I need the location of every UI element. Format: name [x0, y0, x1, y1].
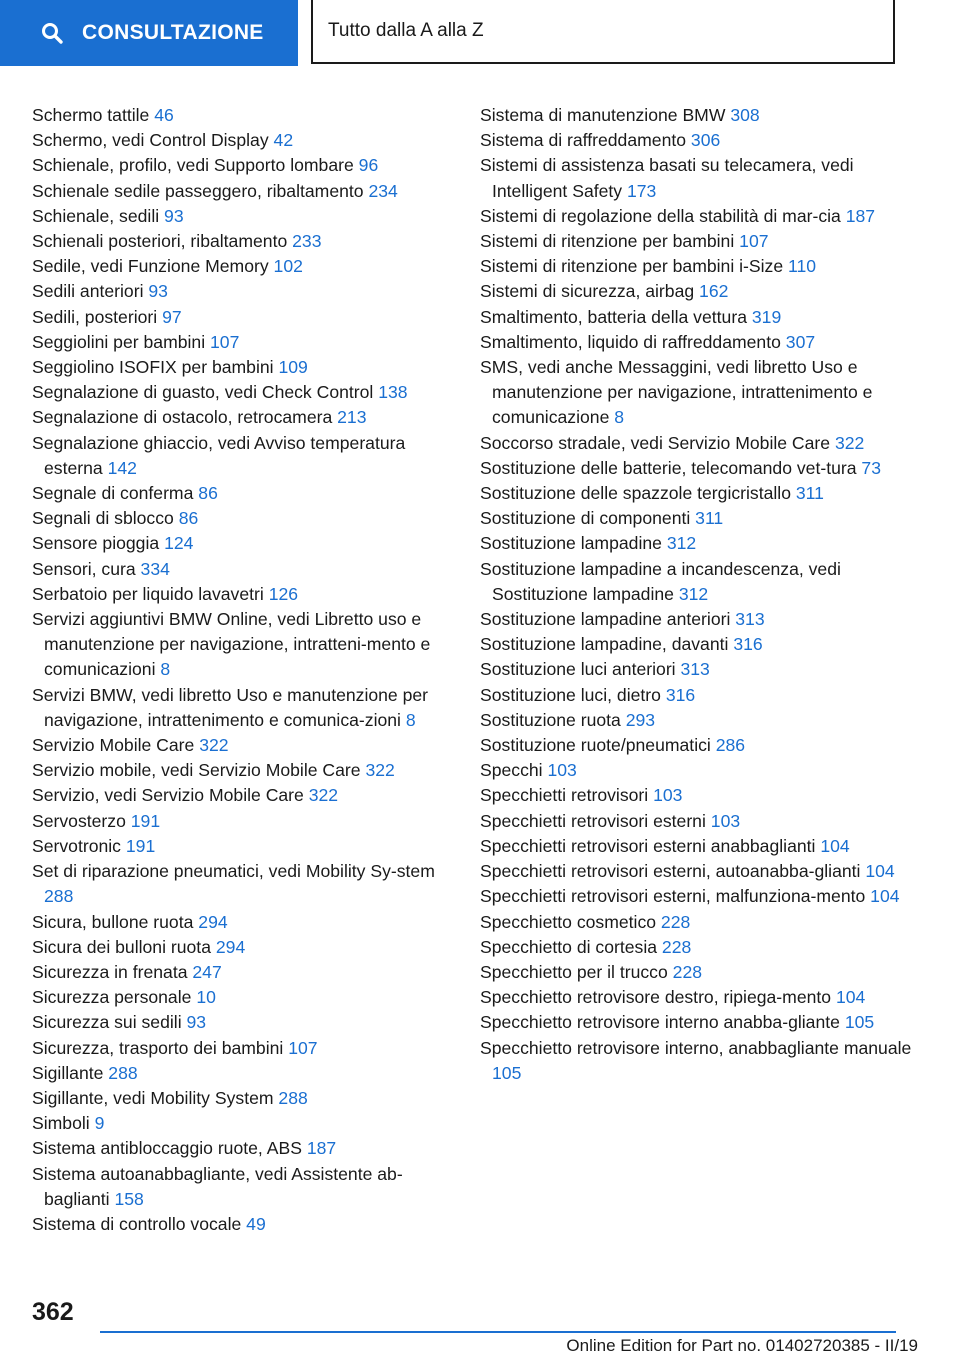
entry-term: Schermo, vedi Control Display [32, 130, 269, 151]
index-entry [480, 960, 920, 985]
page-link[interactable]: 228 [672, 961, 703, 982]
index-entry [480, 557, 920, 607]
tab-consultazione-label: CONSULTAZIONE [82, 21, 264, 44]
entry-term: Schienale sedile passeggero, ribaltamento [32, 180, 364, 201]
entry-term: Specchietti retrovisori esterni anabbaglianti [480, 835, 816, 856]
index-entry [480, 305, 920, 330]
entry-term: Sostituzione lampadine [480, 533, 662, 554]
page-link[interactable]: 307 [785, 331, 816, 352]
index-entry [480, 859, 920, 884]
entry-term: Specchietto di cortesia [480, 936, 658, 957]
index-entry [480, 935, 920, 960]
tab-current-label: Tutto dalla A alla Z [328, 20, 484, 41]
entry-term: Segnali di sblocco [32, 508, 174, 529]
index-entry [32, 733, 452, 758]
entry-term: Sicura dei bulloni ruota [32, 936, 211, 957]
page-link[interactable]: 8 [614, 407, 625, 428]
index-entry [32, 179, 452, 204]
entry-term: Servizio mobile, vedi Servizio Mobile Care [32, 760, 361, 781]
page-link[interactable]: 247 [192, 961, 222, 982]
index-entry [32, 859, 452, 909]
index-entry [32, 254, 452, 279]
index-entry [32, 153, 452, 178]
page-link[interactable]: 93 [186, 1012, 207, 1033]
page-link[interactable]: 8 [405, 709, 416, 730]
index-column-left [32, 103, 452, 1237]
page-link[interactable]: 107 [288, 1037, 318, 1058]
page-link[interactable]: 233 [292, 231, 322, 252]
page-link[interactable]: 73 [861, 457, 881, 478]
entry-term: Sedili anteriori [32, 281, 144, 302]
entry-term: Segnale di conferma [32, 483, 194, 504]
page-link[interactable]: 104 [870, 886, 900, 907]
page-link[interactable]: 316 [665, 684, 696, 705]
index-entry [32, 1162, 452, 1212]
page-link[interactable]: 109 [278, 357, 308, 378]
index-entry [32, 683, 452, 733]
index-entry [480, 254, 920, 279]
index-entry [480, 1010, 920, 1035]
index-entry [32, 557, 452, 582]
entry-term: Sostituzione lampadine a incandescenza, vedi Sostituzione lampadine [480, 558, 841, 604]
entry-term: Sicurezza sui sedili [32, 1012, 182, 1033]
page-link[interactable]: 187 [306, 1138, 337, 1159]
entry-term: Sensori, cura [32, 558, 136, 579]
page-link[interactable]: 8 [160, 659, 171, 680]
index-entry [32, 1212, 452, 1237]
page-link[interactable]: 138 [378, 382, 408, 403]
index-entry [480, 330, 920, 355]
index-entry [480, 632, 920, 657]
entry-term: Sostituzione ruote/pneumatici [480, 735, 711, 756]
page-link[interactable]: 142 [107, 457, 137, 478]
entry-term: Smaltimento, liquido di raffreddamento [480, 331, 781, 352]
entry-term: Sedile, vedi Funzione Memory [32, 256, 269, 277]
page-link[interactable]: 104 [835, 987, 866, 1008]
page-link[interactable]: 110 [788, 256, 817, 277]
index-column-right [480, 103, 920, 1086]
entry-term: Servizio, vedi Servizio Mobile Care [32, 785, 304, 806]
index-entry [480, 708, 920, 733]
index-entry [32, 1036, 452, 1061]
page-link[interactable]: 191 [125, 835, 156, 856]
entry-term: Segnalazione di guasto, vedi Check Control [32, 382, 374, 403]
index-entry [480, 531, 920, 556]
index-entry [32, 1010, 452, 1035]
entry-term: Sicurezza, trasporto dei bambini [32, 1037, 284, 1058]
entry-term: Segnalazione di ostacolo, retrocamera [32, 407, 333, 428]
index-entry [32, 355, 452, 380]
index-entry [480, 834, 920, 859]
entry-term: SMS, vedi anche Messaggini, vedi libretto Uso e manutenzione per navigazione, intrattenimento e comunicazione [480, 357, 873, 428]
page-link[interactable]: 322 [834, 432, 865, 453]
page-link[interactable]: 228 [660, 911, 691, 932]
index-entry [480, 153, 920, 203]
entry-term: Sistemi di ritenzione per bambini [480, 231, 735, 252]
page-link[interactable]: 107 [739, 231, 769, 252]
page-link[interactable]: 234 [368, 180, 398, 201]
page-link[interactable]: 158 [114, 1188, 144, 1209]
index-entry [480, 204, 920, 229]
entry-term: Simboli [32, 1113, 90, 1134]
page-link[interactable]: 102 [273, 256, 303, 277]
page-link[interactable]: 311 [695, 508, 724, 529]
index-entry [32, 1111, 452, 1136]
page-link[interactable]: 107 [210, 331, 240, 352]
index-entry [32, 809, 452, 834]
page-link[interactable]: 311 [795, 483, 824, 504]
page-link[interactable]: 93 [148, 281, 168, 302]
index-entry [32, 103, 452, 128]
index-entry [32, 330, 452, 355]
entry-term: Sigillante, vedi Mobility System [32, 1087, 274, 1108]
entry-term: Sistemi di ritenzione per bambini i-Size [480, 256, 784, 277]
entry-term: Sistema autoanabbagliante, vedi Assistente ab‐baglianti [32, 1163, 403, 1209]
page-link[interactable]: 308 [730, 105, 760, 125]
entry-term: Sistema di manutenzione BMW [480, 105, 726, 125]
page-link[interactable]: 312 [666, 533, 697, 554]
index-entry [32, 1061, 452, 1086]
index-entry [480, 456, 920, 481]
entry-term: Specchietto retrovisore interno, anabbagliante manuale [480, 1037, 912, 1058]
page-link[interactable]: 334 [140, 558, 170, 579]
entry-term: Sostituzione delle batterie, telecomando vet‐tura [480, 457, 857, 478]
entry-term: Specchietto retrovisore interno anabba‐gliante [480, 1012, 840, 1033]
page-link[interactable]: 213 [337, 407, 367, 428]
tab-consultazione[interactable] [0, 0, 298, 66]
index-entry [32, 229, 452, 254]
entry-term: Sistema di controllo vocale [32, 1213, 242, 1234]
page-number: 362 [32, 1298, 74, 1326]
index-entry [32, 481, 452, 506]
entry-term: Sostituzione ruota [480, 709, 621, 730]
index-entry [32, 279, 452, 304]
entry-term: Servosterzo [32, 810, 126, 831]
page-link[interactable]: 319 [751, 306, 782, 327]
index-entry [480, 783, 920, 808]
entry-term: Sicurezza personale [32, 987, 192, 1008]
page-link[interactable]: 104 [820, 835, 850, 856]
index-entry [32, 985, 452, 1010]
page-link[interactable]: 322 [308, 785, 339, 806]
entry-term: Schienale, profilo, vedi Supporto lombare [32, 155, 354, 176]
index-entry [480, 481, 920, 506]
page-link[interactable]: 124 [164, 533, 194, 554]
page-link[interactable]: 306 [690, 130, 721, 151]
page-link[interactable]: 9 [94, 1113, 105, 1134]
page-link[interactable]: 162 [699, 281, 729, 302]
index-entry [480, 910, 920, 935]
index-entry [480, 431, 920, 456]
page-link[interactable]: 294 [198, 911, 228, 932]
entry-term: Schienali posteriori, ribaltamento [32, 231, 288, 252]
entry-term: Specchietto retrovisore destro, ripiega‐mento [480, 987, 832, 1008]
entry-term: Sostituzione lampadine anteriori [480, 609, 731, 630]
index-entry [32, 405, 452, 430]
entry-term: Sistema di raffreddamento [480, 130, 687, 151]
entry-term: Sistema antibloccaggio ruote, ABS [32, 1138, 302, 1159]
page-link[interactable]: 286 [715, 735, 746, 756]
page-link[interactable]: 103 [710, 810, 741, 831]
entry-term: Specchietto cosmetico [480, 911, 657, 932]
page-link[interactable]: 126 [268, 583, 299, 604]
page-link[interactable]: 86 [178, 508, 199, 529]
index-entry [480, 279, 920, 304]
page-link[interactable]: 105 [844, 1012, 875, 1033]
page-link[interactable]: 104 [865, 861, 895, 882]
index-entry [480, 506, 920, 531]
page-link[interactable]: 316 [733, 634, 763, 655]
entry-term: Seggiolini per bambini [32, 331, 206, 352]
page-link[interactable]: 10 [196, 987, 216, 1008]
index-entry [480, 985, 920, 1010]
page-link[interactable]: 97 [162, 306, 182, 327]
entry-term: Servizio Mobile Care [32, 735, 195, 756]
page-link[interactable]: 322 [199, 735, 229, 756]
index-entry [480, 355, 920, 431]
page-link[interactable]: 86 [198, 483, 218, 504]
entry-term: Specchietto per il trucco [480, 961, 668, 982]
page-link[interactable]: 288 [108, 1062, 138, 1083]
entry-term: Specchietti retrovisori esterni, autoanabba‐glianti [480, 861, 861, 882]
index-entry [480, 657, 920, 682]
index-entry [480, 683, 920, 708]
page-link[interactable]: 313 [680, 659, 710, 680]
page-link[interactable]: 313 [735, 609, 765, 630]
index-entry [32, 834, 452, 859]
entry-term: Sistemi di regolazione della stabilità di mar‐cia [480, 205, 841, 226]
entry-term: Sostituzione delle spazzole tergicristallo [480, 483, 791, 504]
edition-info: Online Edition for Part no. 01402720385 - II/19 [566, 1336, 918, 1355]
entry-term: Segnalazione ghiaccio, vedi Avviso temperatura esterna [32, 432, 406, 478]
index-entry [32, 935, 452, 960]
entry-term: Specchietti retrovisori esterni [480, 810, 706, 831]
entry-term: Seggiolino ISOFIX per bambini [32, 357, 274, 378]
index-entry [32, 960, 452, 985]
entry-term: Sicura, bullone ruota [32, 911, 194, 932]
entry-term: Servizi aggiuntivi BMW Online, vedi Libretto uso e manutenzione per navigazione, intratteni‐mento e comunicazioni [32, 609, 431, 680]
index-entry [32, 783, 452, 808]
index-entry [480, 1036, 920, 1086]
index-entry [480, 733, 920, 758]
entry-term: Sostituzione di componenti [480, 508, 691, 529]
page-link[interactable]: 49 [246, 1213, 266, 1234]
index-entry [32, 607, 452, 683]
page-link[interactable]: 288 [278, 1087, 308, 1108]
index-entry [32, 305, 452, 330]
entry-term: Set di riparazione pneumatici, vedi Mobility Sy‐stem [32, 861, 435, 882]
entry-term: Servizi BMW, vedi libretto Uso e manutenzione per navigazione, intrattenimento e comunica‐zioni [32, 684, 429, 730]
entry-term: Soccorso stradale, vedi Servizio Mobile Care [480, 432, 831, 453]
index-entry [32, 204, 452, 229]
search-icon [40, 21, 64, 45]
tab-tutto-dalla-a-alla-z[interactable] [311, 0, 895, 64]
index-entry [480, 809, 920, 834]
entry-term: Smaltimento, batteria della vettura [480, 306, 747, 327]
page-link[interactable]: 96 [358, 155, 379, 176]
index-entry [32, 582, 452, 607]
index-entry [480, 607, 920, 632]
page-link[interactable]: 93 [164, 205, 184, 226]
index-entry [32, 431, 452, 481]
entry-term: Schienale, sedili [32, 205, 160, 226]
page-link[interactable]: 288 [44, 886, 74, 907]
entry-term: Sensore pioggia [32, 533, 160, 554]
entry-term: Sigillante [32, 1062, 104, 1083]
entry-term: Sostituzione lampadine, davanti [480, 634, 729, 655]
page-link[interactable]: 294 [215, 936, 246, 957]
index-entry [480, 758, 920, 783]
page-link[interactable]: 42 [273, 130, 294, 151]
page-link[interactable]: 103 [653, 785, 683, 806]
entry-term: Schermo tattile [32, 105, 150, 125]
entry-term: Sostituzione luci, dietro [480, 684, 661, 705]
footer-divider [100, 1331, 896, 1333]
entry-term: Sistemi di assistenza basati su telecamera, vedi Intelligent Safety [480, 155, 854, 201]
entry-term: Specchietti retrovisori esterni, malfunziona‐mento [480, 886, 866, 907]
index-entry [32, 531, 452, 556]
entry-term: Sicurezza in frenata [32, 961, 188, 982]
entry-term: Serbatoio per liquido lavavetri [32, 583, 264, 604]
index-entry [32, 758, 452, 783]
entry-term: Servotronic [32, 835, 121, 856]
index-entry [32, 128, 452, 153]
header [0, 0, 960, 66]
entry-term: Specchietti retrovisori [480, 785, 649, 806]
page-link[interactable]: 191 [130, 810, 161, 831]
entry-term: Specchi [480, 760, 543, 781]
entry-term: Sedili, posteriori [32, 306, 158, 327]
index-entry [480, 884, 920, 909]
page-link[interactable]: 322 [365, 760, 395, 781]
index-entry [480, 229, 920, 254]
entry-term: Sistemi di sicurezza, airbag [480, 281, 695, 302]
index-entry [32, 506, 452, 531]
page-link[interactable]: 46 [154, 105, 174, 125]
page-link[interactable]: 105 [492, 1062, 522, 1083]
index-entry [480, 103, 920, 128]
index-entry [32, 1136, 452, 1161]
page-link[interactable]: 312 [678, 583, 709, 604]
index-entry [480, 128, 920, 153]
entry-term: Sostituzione luci anteriori [480, 659, 676, 680]
page-link[interactable]: 293 [625, 709, 656, 730]
index-entry [32, 380, 452, 405]
page-link[interactable]: 228 [661, 936, 692, 957]
page-link[interactable]: 173 [626, 180, 657, 201]
page-link[interactable]: 103 [547, 760, 577, 781]
index-entry [32, 910, 452, 935]
page-link[interactable]: 187 [845, 205, 876, 226]
index-entry [32, 1086, 452, 1111]
